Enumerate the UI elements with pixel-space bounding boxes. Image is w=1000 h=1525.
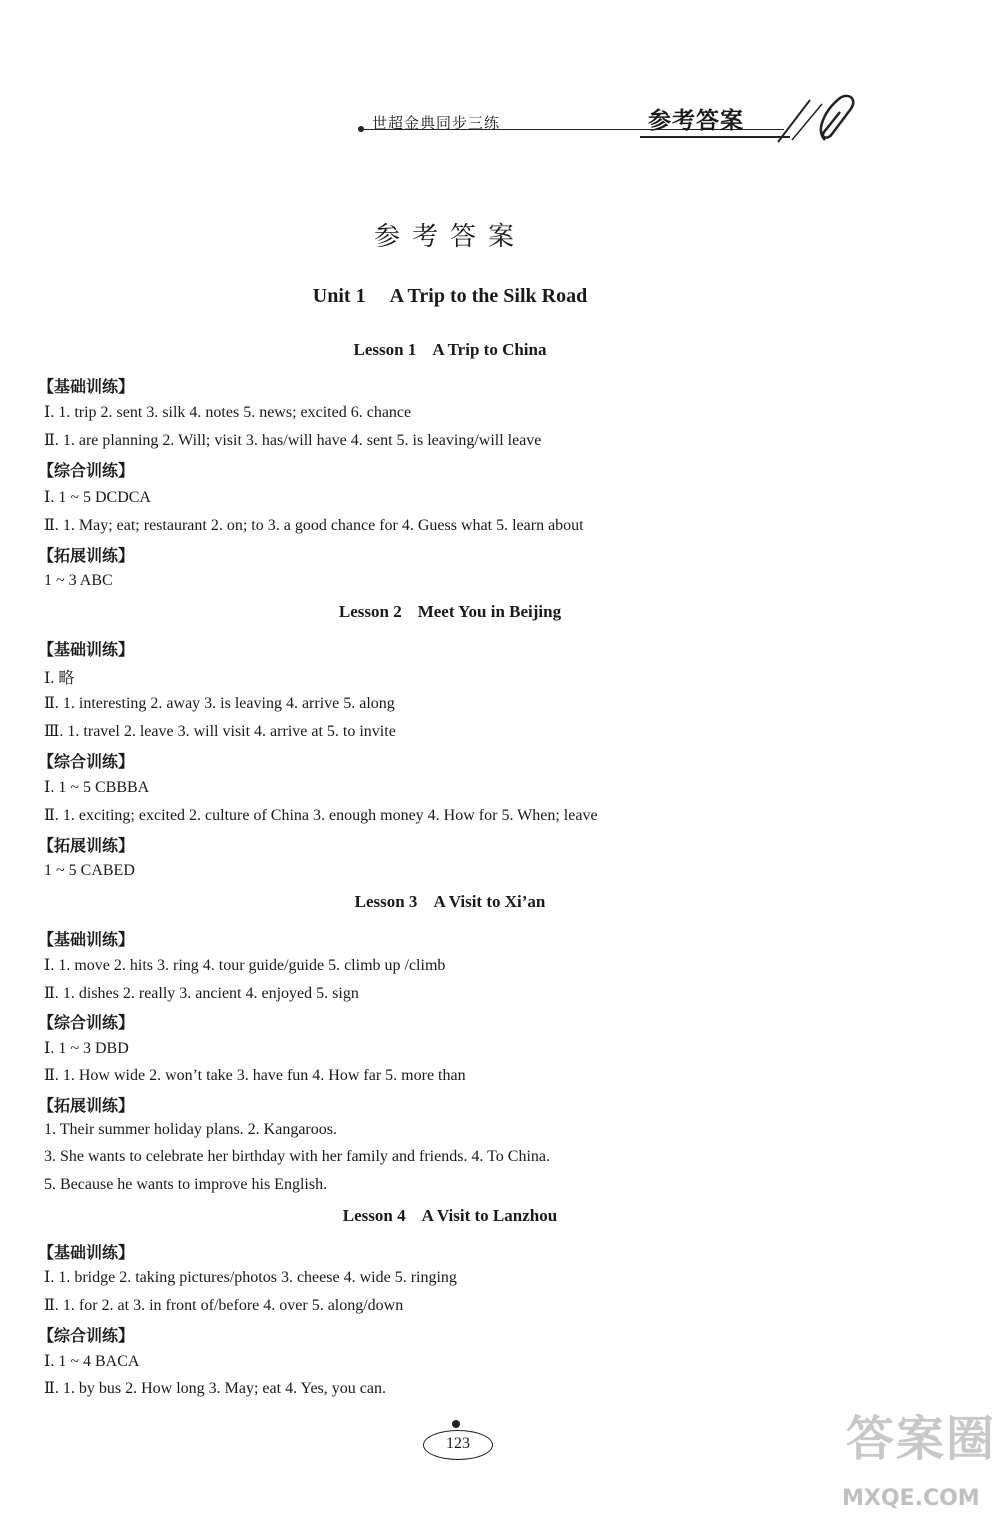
unit-number: Unit 1 bbox=[312, 285, 366, 307]
watermark-logo bbox=[840, 1400, 1000, 1525]
answer-line: Ⅱ. 1. for 2. at 3. in front of/before 4. over 5. along/down bbox=[44, 1297, 404, 1314]
page-header bbox=[340, 90, 870, 160]
lesson-number: Lesson 2 bbox=[338, 602, 402, 621]
answer-line: Ⅱ. 1. exciting; excited 2. culture of China 3. enough money 4. How for 5. When; leave bbox=[44, 807, 598, 824]
section-label-extension: 【拓展训练】 bbox=[38, 836, 135, 855]
lesson-title bbox=[0, 1206, 900, 1226]
page-title: 参考答案 bbox=[373, 222, 526, 252]
page-number: 123 bbox=[446, 1435, 470, 1452]
answer-line: Ⅱ. 1. interesting 2. away 3. is leaving 4. arrive 5. along bbox=[44, 695, 395, 712]
lesson-title bbox=[0, 892, 900, 912]
answer-line: 3. She wants to celebrate her birthday with her family and friends. 4. To China. bbox=[44, 1148, 551, 1165]
answer-line: Ⅰ. 略 bbox=[44, 670, 75, 687]
section-label-comprehensive: 【综合训练】 bbox=[38, 1013, 135, 1032]
lesson-title bbox=[0, 602, 900, 622]
unit-name: A Trip to the Silk Road bbox=[389, 285, 588, 307]
answer-line: Ⅰ. 1 ~ 3 DBD bbox=[44, 1040, 129, 1057]
page-number-dot bbox=[452, 1420, 460, 1428]
section-label-comprehensive: 【综合训练】 bbox=[38, 1326, 135, 1345]
lesson-name: Meet You in Beijing bbox=[417, 602, 562, 621]
answer-line: Ⅰ. 1. move 2. hits 3. ring 4. tour guide/guide 5. climb up /climb bbox=[44, 957, 446, 974]
section-label-basic: 【基础训练】 bbox=[38, 377, 135, 396]
section-label-comprehensive: 【综合训练】 bbox=[38, 461, 135, 480]
answer-line: Ⅲ. 1. travel 2. leave 3. will visit 4. arrive at 5. to invite bbox=[44, 723, 396, 740]
answer-line: Ⅰ. 1 ~ 5 DCDCA bbox=[44, 489, 151, 506]
section-label-comprehensive: 【综合训练】 bbox=[38, 752, 135, 771]
header-title: 参考答案 bbox=[648, 108, 744, 133]
answer-line: Ⅱ. 1. by bus 2. How long 3. May; eat 4. Yes, you can. bbox=[44, 1380, 386, 1397]
lesson-name: A Trip to China bbox=[432, 340, 547, 359]
lesson-number: Lesson 1 bbox=[353, 340, 417, 359]
paperclip-icon bbox=[770, 90, 860, 150]
answer-line: Ⅱ. 1. May; eat; restaurant 2. on; to 3. a good chance for 4. Guess what 5. learn about bbox=[44, 517, 584, 534]
watermark-text: 答案圈 bbox=[846, 1411, 997, 1467]
lesson-name: A Visit to Lanzhou bbox=[421, 1206, 558, 1225]
lesson-name: A Visit to Xi’an bbox=[433, 892, 546, 911]
lesson-number: Lesson 3 bbox=[354, 892, 418, 911]
answer-line: Ⅱ. 1. How wide 2. won’t take 3. have fun 4. How far 5. more than bbox=[44, 1067, 466, 1084]
answer-line: Ⅱ. 1. dishes 2. really 3. ancient 4. enjoyed 5. sign bbox=[44, 985, 359, 1002]
answer-line: 5. Because he wants to improve his English. bbox=[44, 1176, 328, 1193]
series-name: 世超金典同步三练 bbox=[372, 116, 501, 132]
section-label-basic: 【基础训练】 bbox=[38, 640, 135, 659]
answer-line: Ⅰ. 1. bridge 2. taking pictures/photos 3. cheese 4. wide 5. ringing bbox=[44, 1269, 457, 1286]
section-label-extension: 【拓展训练】 bbox=[38, 1096, 135, 1115]
answer-line: 1. Their summer holiday plans. 2. Kangaroos. bbox=[44, 1121, 337, 1138]
lesson-title bbox=[0, 340, 900, 360]
lesson-number: Lesson 4 bbox=[342, 1206, 406, 1225]
answer-line: Ⅰ. 1 ~ 5 CBBBA bbox=[44, 779, 150, 796]
page-number-badge bbox=[418, 1420, 498, 1470]
section-label-basic: 【基础训练】 bbox=[38, 1243, 135, 1262]
answer-line: 1 ~ 3 ABC bbox=[44, 572, 113, 589]
answer-line: Ⅰ. 1 ~ 4 BACA bbox=[44, 1353, 140, 1370]
header-rule-bold bbox=[640, 136, 790, 138]
section-label-extension: 【拓展训练】 bbox=[38, 546, 135, 565]
answer-line: Ⅰ. 1. trip 2. sent 3. silk 4. notes 5. news; excited 6. chance bbox=[44, 404, 412, 421]
answer-line: Ⅱ. 1. are planning 2. Will; visit 3. has/will have 4. sent 5. is leaving/will leave bbox=[44, 432, 542, 449]
answer-line: 1 ~ 5 CABED bbox=[44, 862, 135, 879]
section-label-basic: 【基础训练】 bbox=[38, 930, 135, 949]
unit-title bbox=[0, 285, 900, 308]
watermark-url: MXQE.COM bbox=[842, 1486, 980, 1511]
